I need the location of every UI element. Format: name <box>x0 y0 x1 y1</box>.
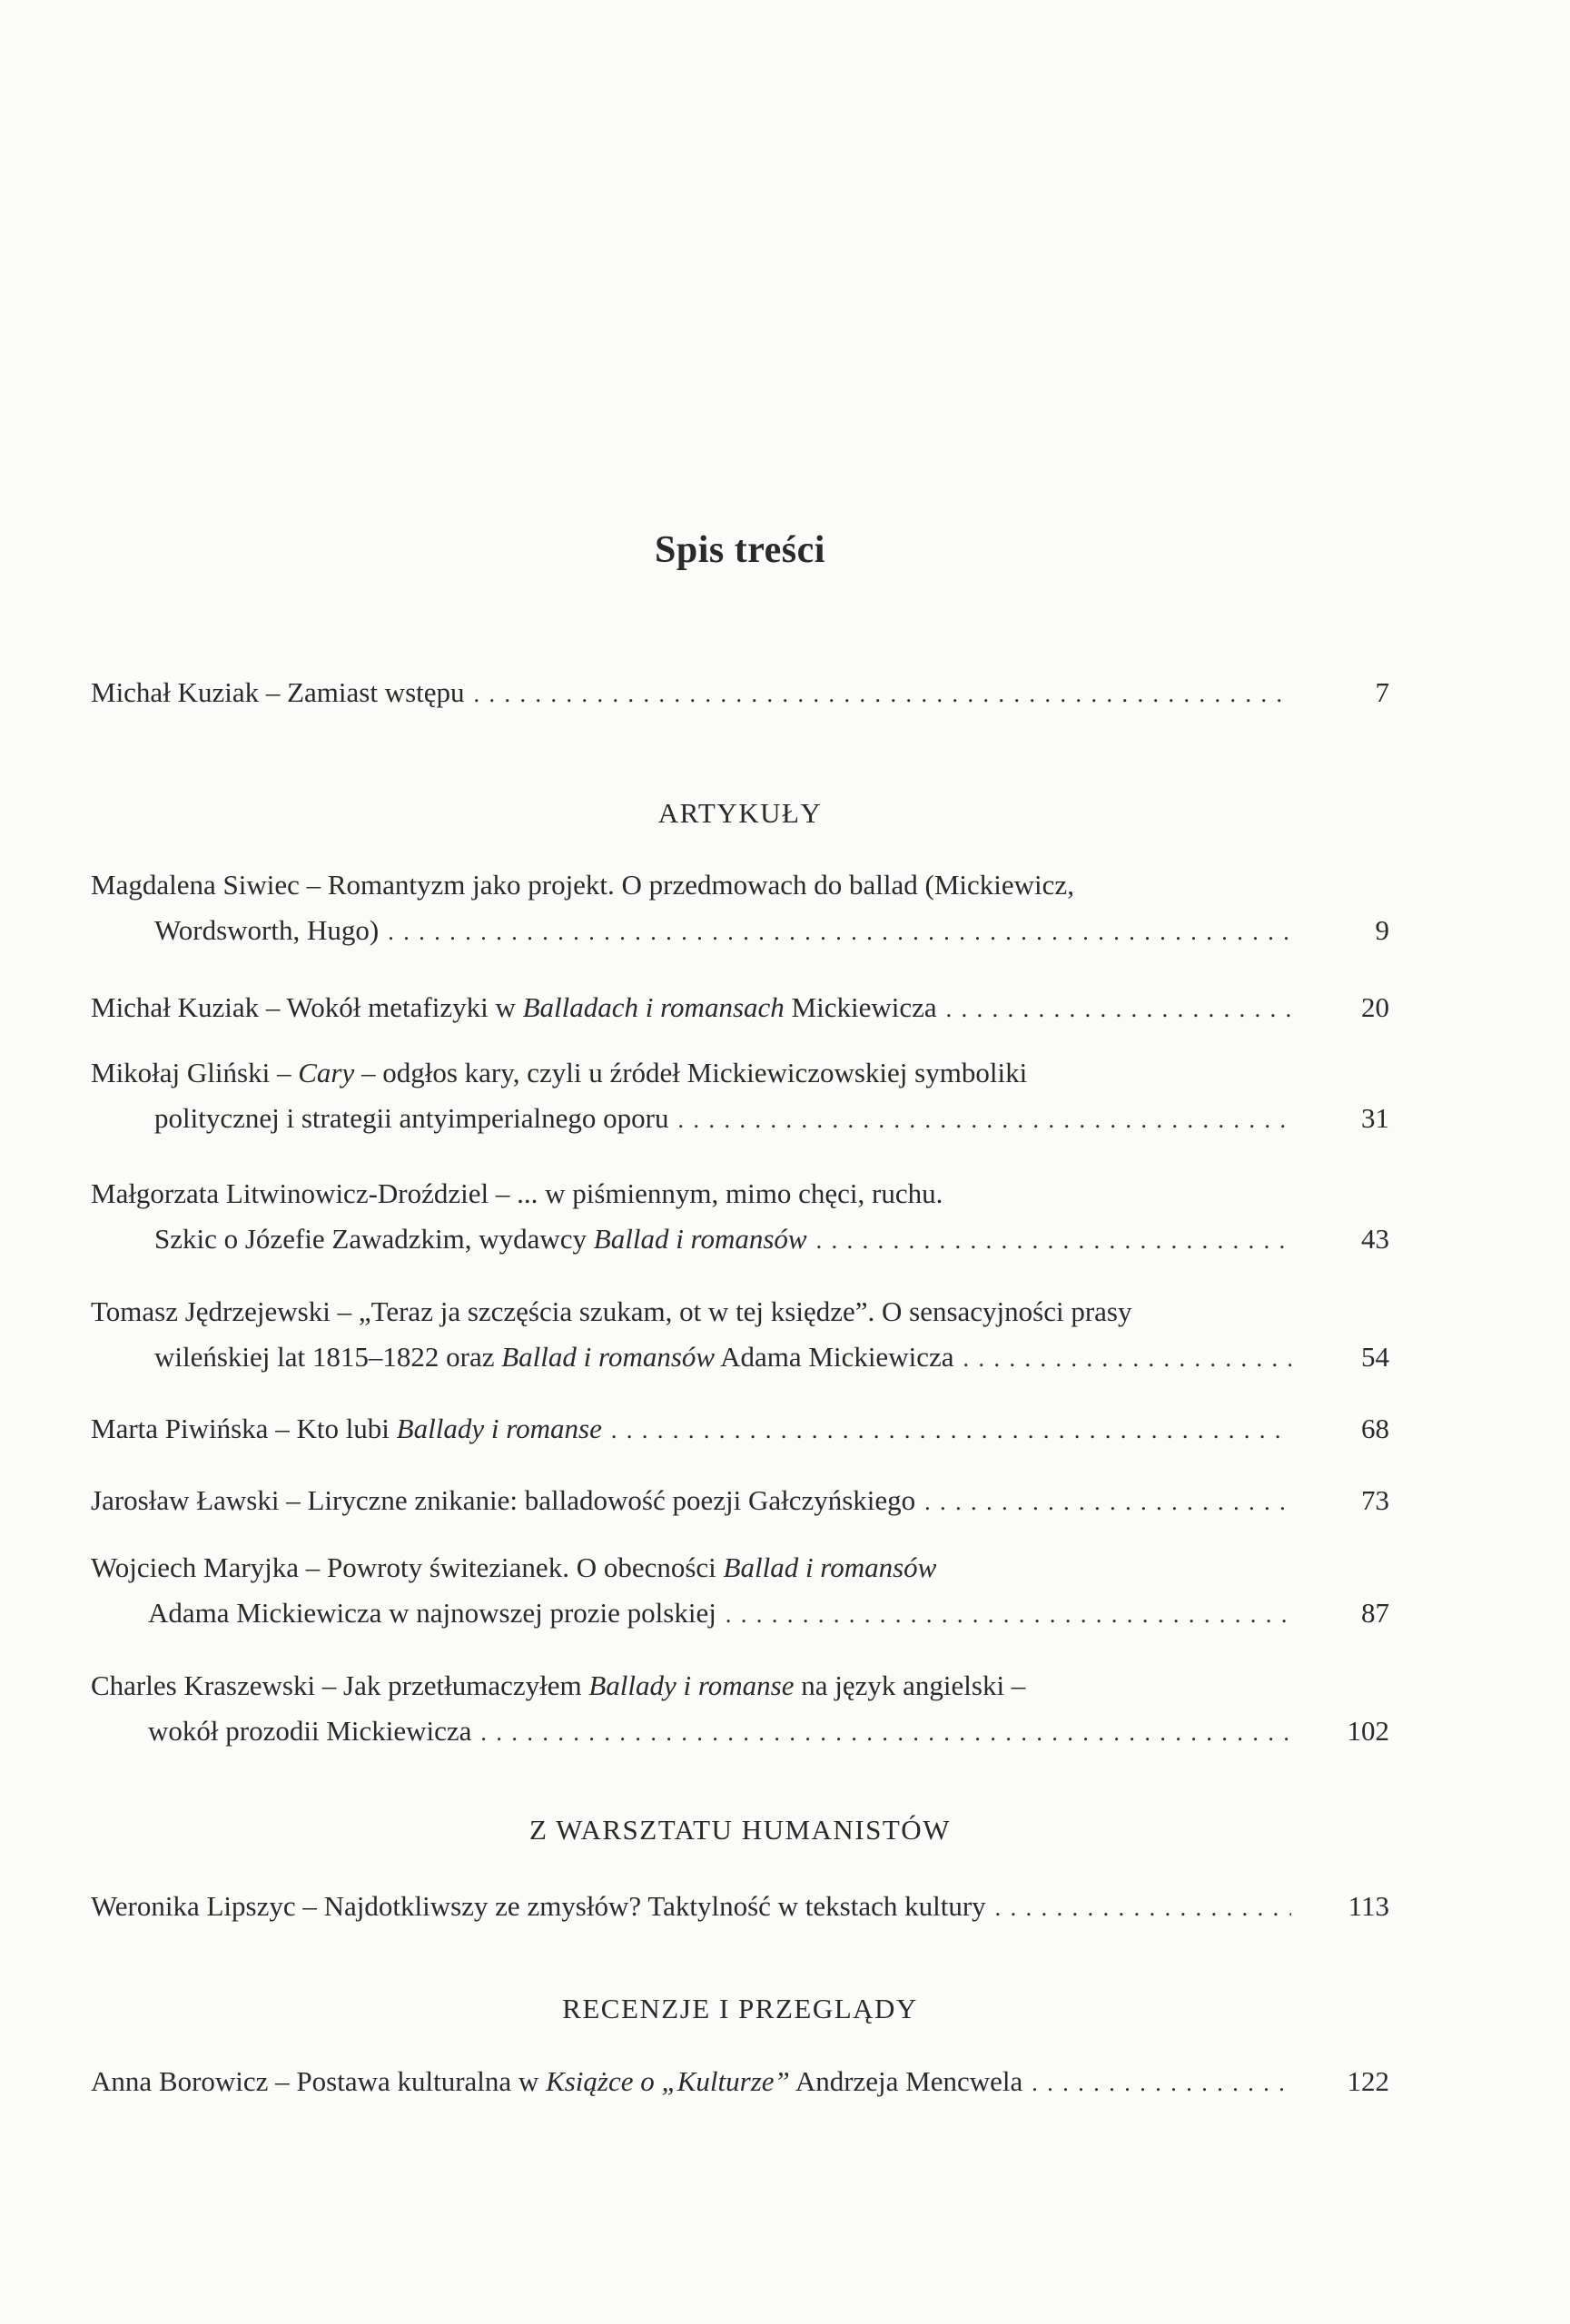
toc-entry <box>91 1289 1389 1380</box>
toc-entry <box>91 862 1389 953</box>
italic-title: Książce o „Kulturze” <box>546 2065 790 2097</box>
toc-entry <box>91 1050 1389 1141</box>
dot-leader <box>388 910 1291 955</box>
page-number: 87 <box>1361 1597 1389 1629</box>
section-heading-warsztat: Z WARSZTATU HUMANISTÓW <box>529 1814 951 1846</box>
page-number: 9 <box>1375 914 1389 946</box>
toc-entry <box>91 1884 1389 1929</box>
toc-entry <box>91 1478 1389 1523</box>
italic-title: Ballady i romanse <box>588 1669 795 1701</box>
dot-leader <box>924 1480 1291 1525</box>
page-number: 54 <box>1361 1341 1389 1373</box>
entry-text: Tomasz Jędrzejewski – „Teraz ja szczęścia szukam, ot w tej księdze”. O sensacyjności prasy <box>91 1295 1132 1327</box>
toc-entry <box>91 1663 1389 1754</box>
entry-text: Małgorzata Litwinowicz-Droździel – ... w piśmiennym, mimo chęci, ruchu. <box>91 1177 943 1209</box>
page-number: 73 <box>1361 1484 1389 1516</box>
dot-leader <box>480 1710 1291 1756</box>
page-number: 68 <box>1361 1413 1389 1444</box>
italic-title: Balladach i romansach <box>522 991 785 1023</box>
dot-leader <box>677 1098 1291 1143</box>
entry-text: Wojciech Maryjka – Powroty świtezianek. O obecności Ballad i romansów <box>91 1551 937 1583</box>
entry-text-continued: wokół prozodii Mickiewicza <box>148 1715 472 1747</box>
dot-leader <box>946 987 1291 1032</box>
italic-title: Ballady i romanse <box>396 1413 602 1444</box>
entry-text: Weronika Lipszyc – Najdotkliwszy ze zmysłów? Taktylność w tekstach kultury <box>91 1890 986 1922</box>
entry-text-continued: Adama Mickiewicza w najnowszej prozie polskiej <box>148 1597 716 1629</box>
entry-text-continued: Szkic o Józefie Zawadzkim, wydawcy Ballad i romansów <box>154 1223 807 1255</box>
section-heading-artykuly: ARTYKUŁY <box>657 797 823 829</box>
page-number: 43 <box>1361 1223 1389 1255</box>
section-heading-recenzje: RECENZJE I PRZEGLĄDY <box>562 1993 918 2024</box>
entry-text: Michał Kuziak – Zamiast wstępu <box>91 676 465 708</box>
table-of-contents-page <box>91 0 1389 2324</box>
italic-title: Ballad i romansów <box>723 1551 937 1583</box>
page-title: Spis treści <box>655 529 825 571</box>
entry-text: Mikołaj Gliński – Cary – odgłos kary, czyli u źródeł Mickiewiczowskiej symboliki <box>91 1057 1028 1088</box>
entry-text: Charles Kraszewski – Jak przetłumaczyłem Ballady i romanse na język angielski – <box>91 1669 1026 1701</box>
entry-text: Michał Kuziak – Wokół metafizyki w Balladach i romansach Mickiewicza <box>91 991 937 1023</box>
entry-text: Magdalena Siwiec – Romantyzm jako projekt. O przedmowach do ballad (Mickiewicz, <box>91 869 1074 901</box>
italic-title: Ballad i romansów <box>593 1223 807 1255</box>
italic-title: Cary <box>298 1057 355 1088</box>
toc-entry-intro <box>91 670 1389 715</box>
page-number: 7 <box>1375 676 1389 708</box>
page-number: 20 <box>1361 991 1389 1023</box>
toc-entry <box>91 1171 1389 1262</box>
toc-entry <box>91 1545 1389 1636</box>
entry-text-continued: Wordsworth, Hugo) <box>154 914 380 946</box>
entry-text: Jarosław Ławski – Liryczne znikanie: balladowość poezji Gałczyńskiego <box>91 1484 916 1516</box>
page-number: 122 <box>1347 2065 1389 2097</box>
entry-text: Marta Piwińska – Kto lubi Ballady i romanse <box>91 1413 602 1444</box>
entry-text-continued: wileńskiej lat 1815–1822 oraz Ballad i romansów Adama Mickiewicza <box>154 1341 954 1373</box>
dot-leader <box>474 672 1291 717</box>
dot-leader <box>611 1408 1291 1453</box>
dot-leader <box>726 1592 1291 1638</box>
page-number: 102 <box>1347 1715 1389 1747</box>
dot-leader <box>1032 2061 1291 2106</box>
dot-leader <box>816 1218 1291 1264</box>
dot-leader <box>995 1886 1291 1931</box>
page-number: 113 <box>1348 1890 1389 1922</box>
toc-entry <box>91 2059 1389 2104</box>
italic-title: Ballad i romansów <box>501 1341 716 1373</box>
page-number: 31 <box>1361 1102 1389 1134</box>
toc-entry <box>91 985 1389 1030</box>
entry-text: Anna Borowicz – Postawa kulturalna w Książce o „Kulturze” Andrzeja Mencwela <box>91 2065 1023 2097</box>
dot-leader <box>963 1336 1291 1382</box>
entry-text-continued: politycznej i strategii antyimperialnego oporu <box>154 1102 669 1134</box>
toc-entry <box>91 1406 1389 1452</box>
